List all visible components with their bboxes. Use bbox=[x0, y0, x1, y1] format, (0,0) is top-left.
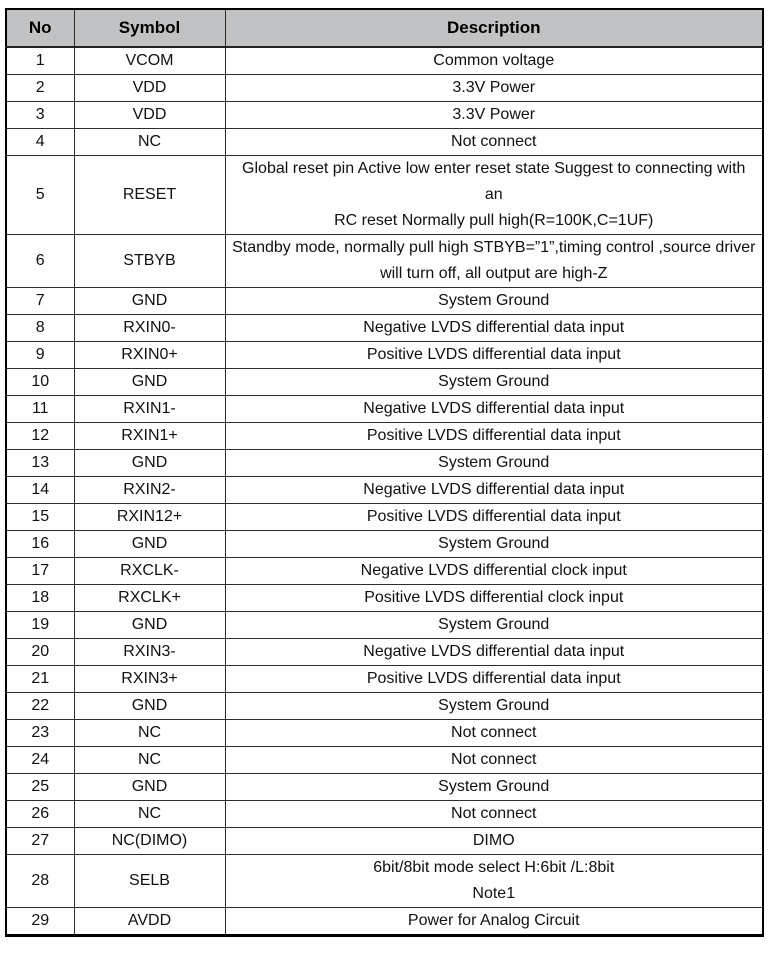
description-line: Not connect bbox=[451, 805, 537, 822]
cell-symbol: STBYB bbox=[74, 235, 225, 288]
cell-description bbox=[225, 450, 763, 477]
description-line: DIMO bbox=[472, 832, 515, 849]
table-row bbox=[6, 908, 763, 936]
header-no: No bbox=[6, 9, 74, 47]
cell-no: 4 bbox=[6, 129, 74, 156]
table-row bbox=[6, 585, 763, 612]
cell-no: 27 bbox=[6, 828, 74, 855]
cell-description bbox=[225, 801, 763, 828]
table-row bbox=[6, 288, 763, 315]
header-symbol: Symbol bbox=[74, 9, 225, 47]
cell-description bbox=[225, 75, 763, 102]
cell-no: 3 bbox=[6, 102, 74, 129]
cell-symbol: RXCLK+ bbox=[74, 585, 225, 612]
cell-no: 17 bbox=[6, 558, 74, 585]
cell-description bbox=[225, 855, 763, 908]
cell-symbol: NC bbox=[74, 747, 225, 774]
cell-description bbox=[225, 369, 763, 396]
cell-no: 15 bbox=[6, 504, 74, 531]
cell-description bbox=[225, 531, 763, 558]
cell-description bbox=[225, 477, 763, 504]
table-row bbox=[6, 75, 763, 102]
description-line: System Ground bbox=[438, 535, 550, 552]
table-row bbox=[6, 504, 763, 531]
table-row bbox=[6, 855, 763, 908]
header-row bbox=[6, 9, 763, 47]
cell-symbol: GND bbox=[74, 612, 225, 639]
cell-no: 9 bbox=[6, 342, 74, 369]
cell-symbol: RXIN1- bbox=[74, 396, 225, 423]
cell-no: 7 bbox=[6, 288, 74, 315]
cell-symbol: RXIN0- bbox=[74, 315, 225, 342]
cell-no: 5 bbox=[6, 156, 74, 235]
cell-symbol: RXIN3- bbox=[74, 639, 225, 666]
description-line: Positive LVDS differential clock input bbox=[364, 589, 624, 606]
cell-symbol: RXIN0+ bbox=[74, 342, 225, 369]
table-row bbox=[6, 129, 763, 156]
cell-no: 20 bbox=[6, 639, 74, 666]
cell-symbol: GND bbox=[74, 450, 225, 477]
cell-description bbox=[225, 342, 763, 369]
cell-no: 23 bbox=[6, 720, 74, 747]
description-line: Negative LVDS differential clock input bbox=[360, 562, 627, 579]
cell-description bbox=[225, 235, 763, 288]
cell-no: 14 bbox=[6, 477, 74, 504]
cell-symbol: NC bbox=[74, 801, 225, 828]
cell-symbol: RESET bbox=[74, 156, 225, 235]
cell-symbol: RXCLK- bbox=[74, 558, 225, 585]
cell-symbol: GND bbox=[74, 774, 225, 801]
cell-description bbox=[225, 747, 763, 774]
cell-symbol: GND bbox=[74, 531, 225, 558]
cell-no: 6 bbox=[6, 235, 74, 288]
cell-symbol: RXIN12+ bbox=[74, 504, 225, 531]
table-row bbox=[6, 396, 763, 423]
cell-description bbox=[225, 396, 763, 423]
table-row bbox=[6, 612, 763, 639]
cell-symbol: VDD bbox=[74, 75, 225, 102]
table-row bbox=[6, 156, 763, 235]
description-line: Common voltage bbox=[433, 52, 555, 69]
table-row bbox=[6, 666, 763, 693]
cell-no: 19 bbox=[6, 612, 74, 639]
description-line: Global reset pin Active low enter reset state Suggest to connecting with an bbox=[242, 160, 746, 203]
cell-description bbox=[225, 666, 763, 693]
description-line: Power for Analog Circuit bbox=[407, 912, 580, 929]
cell-symbol: AVDD bbox=[74, 908, 225, 936]
cell-description bbox=[225, 558, 763, 585]
table-row bbox=[6, 342, 763, 369]
cell-symbol: NC bbox=[74, 129, 225, 156]
table-row bbox=[6, 477, 763, 504]
table-row bbox=[6, 828, 763, 855]
table-row bbox=[6, 747, 763, 774]
description-line: 3.3V Power bbox=[452, 106, 536, 123]
description-line: Positive LVDS differential data input bbox=[366, 670, 621, 687]
cell-symbol: RXIN1+ bbox=[74, 423, 225, 450]
description-line: Standby mode, normally pull high STBYB=”1”,timing control ,source driver will turn off, all output are high-Z bbox=[232, 239, 756, 282]
table-row bbox=[6, 315, 763, 342]
description-line: Not connect bbox=[451, 133, 537, 150]
cell-no: 22 bbox=[6, 693, 74, 720]
description-line: Positive LVDS differential data input bbox=[366, 508, 621, 525]
cell-symbol: VCOM bbox=[74, 47, 225, 75]
cell-description bbox=[225, 639, 763, 666]
cell-description bbox=[225, 288, 763, 315]
cell-description bbox=[225, 504, 763, 531]
cell-symbol: RXIN3+ bbox=[74, 666, 225, 693]
description-line: 6bit/8bit mode select H:6bit /L:8bit bbox=[373, 859, 615, 876]
cell-no: 25 bbox=[6, 774, 74, 801]
cell-description bbox=[225, 47, 763, 75]
cell-no: 21 bbox=[6, 666, 74, 693]
cell-no: 8 bbox=[6, 315, 74, 342]
header-description: Description bbox=[225, 9, 763, 47]
description-line: Negative LVDS differential data input bbox=[363, 319, 625, 336]
cell-symbol: RXIN2- bbox=[74, 477, 225, 504]
table-row bbox=[6, 774, 763, 801]
cell-symbol: NC(DIMO) bbox=[74, 828, 225, 855]
cell-description bbox=[225, 612, 763, 639]
description-line: System Ground bbox=[438, 454, 550, 471]
table-row bbox=[6, 102, 763, 129]
description-line: System Ground bbox=[438, 616, 550, 633]
description-line: Positive LVDS differential data input bbox=[366, 427, 621, 444]
cell-description bbox=[225, 828, 763, 855]
cell-description bbox=[225, 693, 763, 720]
cell-symbol: GND bbox=[74, 369, 225, 396]
description-line: System Ground bbox=[438, 373, 550, 390]
cell-no: 18 bbox=[6, 585, 74, 612]
cell-description bbox=[225, 585, 763, 612]
cell-description bbox=[225, 908, 763, 936]
table-row bbox=[6, 693, 763, 720]
cell-symbol: SELB bbox=[74, 855, 225, 908]
cell-symbol: VDD bbox=[74, 102, 225, 129]
cell-description bbox=[225, 156, 763, 235]
cell-symbol: NC bbox=[74, 720, 225, 747]
description-line: Note1 bbox=[472, 885, 516, 902]
description-line: Not connect bbox=[451, 751, 537, 768]
cell-no: 29 bbox=[6, 908, 74, 936]
cell-no: 26 bbox=[6, 801, 74, 828]
table-row bbox=[6, 801, 763, 828]
table-row bbox=[6, 47, 763, 75]
cell-no: 10 bbox=[6, 369, 74, 396]
description-line: 3.3V Power bbox=[452, 79, 536, 96]
table-row bbox=[6, 369, 763, 396]
cell-no: 13 bbox=[6, 450, 74, 477]
cell-description bbox=[225, 129, 763, 156]
cell-description bbox=[225, 720, 763, 747]
pin-description-table bbox=[5, 8, 764, 937]
cell-no: 24 bbox=[6, 747, 74, 774]
cell-no: 28 bbox=[6, 855, 74, 908]
cell-symbol: GND bbox=[74, 693, 225, 720]
description-line: System Ground bbox=[438, 292, 550, 309]
cell-no: 12 bbox=[6, 423, 74, 450]
table-row bbox=[6, 558, 763, 585]
table-row bbox=[6, 531, 763, 558]
table-row bbox=[6, 450, 763, 477]
description-line: System Ground bbox=[438, 778, 550, 795]
description-line: Not connect bbox=[451, 724, 537, 741]
description-line: RC reset Normally pull high(R=100K,C=1UF) bbox=[334, 212, 654, 229]
cell-symbol: GND bbox=[74, 288, 225, 315]
cell-description bbox=[225, 102, 763, 129]
table-row bbox=[6, 639, 763, 666]
cell-no: 11 bbox=[6, 396, 74, 423]
description-line: Negative LVDS differential data input bbox=[363, 481, 625, 498]
description-line: System Ground bbox=[438, 697, 550, 714]
table-row bbox=[6, 235, 763, 288]
table-row bbox=[6, 423, 763, 450]
description-line: Negative LVDS differential data input bbox=[363, 400, 625, 417]
cell-no: 2 bbox=[6, 75, 74, 102]
cell-description bbox=[225, 315, 763, 342]
cell-no: 16 bbox=[6, 531, 74, 558]
cell-description bbox=[225, 423, 763, 450]
description-line: Positive LVDS differential data input bbox=[366, 346, 621, 363]
description-line: Negative LVDS differential data input bbox=[363, 643, 625, 660]
cell-no: 1 bbox=[6, 47, 74, 75]
cell-description bbox=[225, 774, 763, 801]
table-row bbox=[6, 720, 763, 747]
